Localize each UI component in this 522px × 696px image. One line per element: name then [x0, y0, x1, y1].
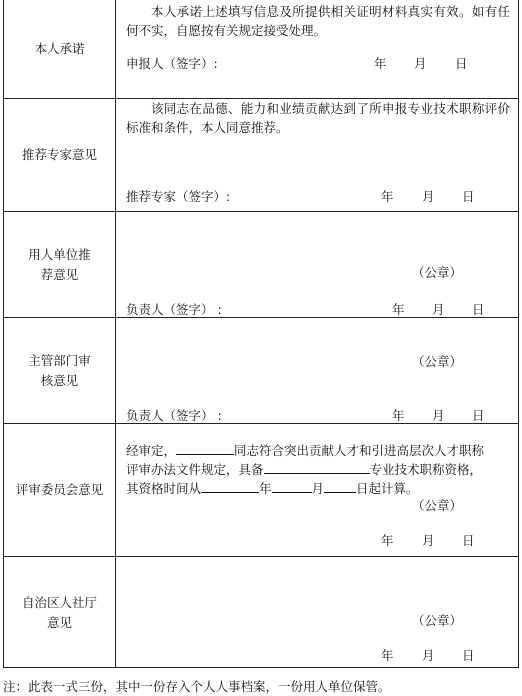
row-content: [116, 0, 518, 98]
year-label: 年: [381, 189, 394, 204]
year-label: 年: [392, 408, 405, 423]
row-label: [4, 318, 116, 423]
text-segment: 年: [259, 481, 272, 496]
year-blank: [201, 479, 259, 493]
year-label: 年: [374, 56, 387, 71]
row-review-committee: [4, 424, 518, 557]
text-segment: 月: [311, 481, 325, 496]
footnote: 注：此表一式三份，其中一份存入个人人事档案，一份用人单位保管。: [3, 679, 391, 694]
row-label-text: 推荐专家意见: [22, 147, 98, 162]
text-segment: 评审办法文件规定，具备: [126, 462, 264, 477]
official-seal-label: （公章）: [412, 354, 463, 369]
row-content: [116, 424, 518, 556]
month-blank: [272, 479, 312, 493]
row-label-text: 自治区人社厅意见: [21, 594, 97, 630]
text-segment: 经审定，: [126, 443, 177, 458]
recommendation-text: 该同志在品德、能力和业绩贡献达到了所申报专业技术职称评价标准和条件，本人同意推荐。: [126, 101, 510, 135]
row-department-review: [4, 318, 518, 424]
row-hr-department: [4, 557, 518, 668]
commitment-text: 本人承诺上述填写信息及所提供相关证明材料真实有效。如有任何不实，自愿按有关规定接受处理。: [126, 4, 510, 38]
approval-table: [3, 0, 519, 668]
day-label: 日: [472, 302, 485, 317]
row-self-commitment: [4, 0, 518, 99]
row-content: [116, 212, 518, 317]
row-label: [4, 0, 116, 98]
day-blank: [324, 479, 356, 493]
name-blank: [176, 441, 234, 455]
year-label: 年: [381, 648, 394, 663]
text-segment: 日起计算。: [356, 481, 419, 496]
qualification-blank: [264, 460, 370, 474]
day-label: 日: [472, 408, 485, 423]
text-segment: 同志符合突出贡献人才和引进高层次人才职称: [234, 443, 485, 458]
day-label: 日: [455, 56, 468, 71]
signer-label: 推荐专家（签字）:: [126, 189, 231, 204]
month-label: 月: [432, 408, 445, 423]
official-seal-label: （公章）: [412, 613, 463, 628]
row-label: [4, 557, 116, 668]
year-label: 年: [381, 533, 394, 548]
month-label: 月: [422, 533, 435, 548]
month-label: 月: [432, 302, 445, 317]
month-label: 月: [414, 56, 427, 71]
day-label: 日: [462, 648, 475, 663]
signer-label: 负责人（签字） :: [126, 408, 222, 423]
text-segment: 专业技术职称资格，: [369, 462, 483, 477]
day-label: 日: [462, 189, 475, 204]
committee-line-3: [126, 479, 419, 497]
row-label-text: 用人单位推荐意见: [28, 246, 91, 282]
row-content: [116, 99, 518, 211]
row-label-text: 评审委员会意见: [15, 482, 104, 497]
committee-line-2: [126, 460, 482, 478]
year-label: 年: [392, 302, 405, 317]
month-label: 月: [422, 648, 435, 663]
official-seal-label: （公章）: [412, 498, 463, 513]
committee-line-1: [126, 441, 484, 459]
month-label: 月: [422, 189, 435, 204]
row-expert-recommendation: [4, 99, 518, 212]
row-label-text: 主管部门审核意见: [28, 352, 91, 388]
row-label: [4, 424, 116, 556]
row-content: [116, 557, 518, 668]
row-label: [4, 212, 116, 317]
signer-label: 申报人（签字）:: [126, 56, 218, 71]
row-employer-recommendation: [4, 212, 518, 318]
official-seal-label: （公章）: [412, 265, 463, 280]
day-label: 日: [462, 533, 475, 548]
row-content: [116, 318, 518, 423]
text-segment: 其资格时间从: [126, 481, 202, 496]
signer-label: 负责人（签字） :: [126, 302, 222, 317]
row-label: [4, 99, 116, 211]
row-label-text: 本人承诺: [34, 41, 85, 56]
